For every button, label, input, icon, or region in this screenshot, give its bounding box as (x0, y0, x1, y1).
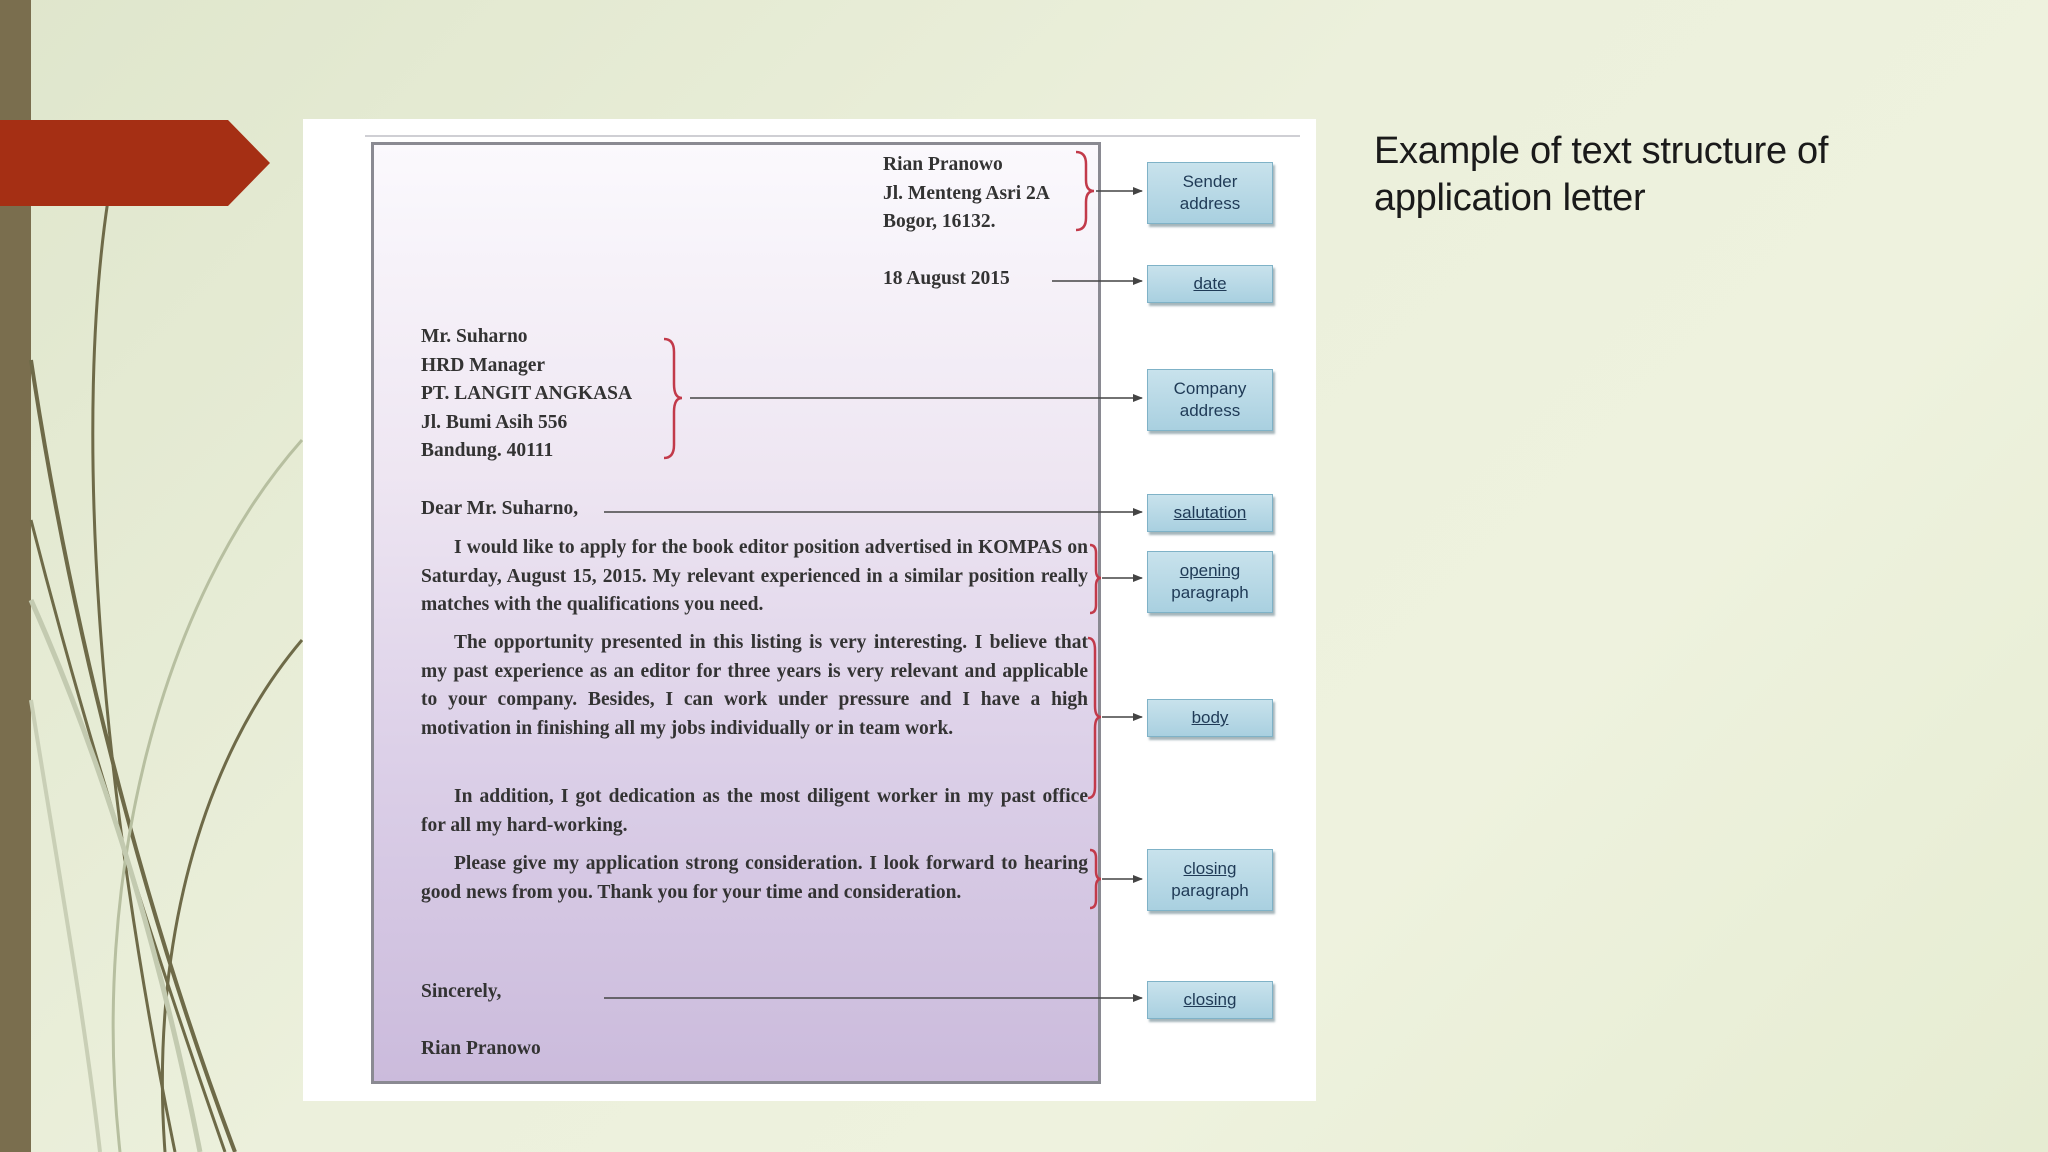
company-name: PT. LANGIT ANGKASA (421, 383, 633, 404)
body-label: body (1147, 699, 1273, 737)
signature-text: Rian Pranowo (421, 1038, 541, 1059)
letter-date: 18 August 2015 (883, 268, 1010, 289)
date-label: date (1147, 265, 1273, 303)
connector-arrows (604, 191, 1142, 998)
closing-paragraph: Please give my application strong consideration. I look forward to hearing good news from you. Thank you for your time and consideration. (421, 853, 1088, 903)
closing-paragraph-label: closing paragraph (1147, 849, 1273, 911)
body-paragraph-1: The opportunity presented in this listing is very interesting. I believe that my past experience as an editor for three years is very relevant and applicable to your company. Besides, I can work under pressure and I have a high motivation in finishing all my jobs individually or in team work. (421, 632, 1088, 739)
opening-brace (1090, 545, 1101, 613)
closing-label: closing (1147, 981, 1273, 1019)
sender-street: Jl. Menteng Asri 2A (883, 182, 1050, 204)
sender-name: Rian Pranowo (883, 154, 1003, 175)
company-street: Jl. Bumi Asih 556 (421, 411, 568, 433)
slide-title-line-1: Example of text structure of (1374, 130, 1829, 172)
opening-paragraph-label: opening paragraph (1147, 551, 1273, 613)
company-city: Bandung. 40111 (421, 440, 554, 461)
sender-brace (1076, 152, 1094, 230)
company-address-label: Company address (1147, 369, 1273, 431)
company-brace (664, 339, 682, 458)
salutation-text: Dear Mr. Suharno, (421, 498, 579, 519)
salutation-label: salutation (1147, 494, 1273, 532)
closing-paragraph-brace (1090, 850, 1101, 908)
recipient-title: HRD Manager (421, 354, 546, 376)
slide-title-line-2: application letter (1374, 177, 1646, 219)
sender-city: Bogor, 16132. (883, 211, 996, 232)
body-brace (1088, 638, 1101, 798)
closing-text: Sincerely, (421, 981, 502, 1002)
recipient-name: Mr. Suharno (421, 326, 528, 347)
braces (664, 152, 1101, 908)
body-paragraph-2: In addition, I got dedication as the most diligent worker in my past office for all my hard-working. (421, 786, 1088, 836)
sender-address-label: Sender address (1147, 162, 1273, 224)
opening-paragraph: I would like to apply for the book editor position advertised in KOMPAS on Saturday, August 15, 2015. My relevant experienced in a similar position really matches with the qualifications you need. (421, 537, 1088, 615)
